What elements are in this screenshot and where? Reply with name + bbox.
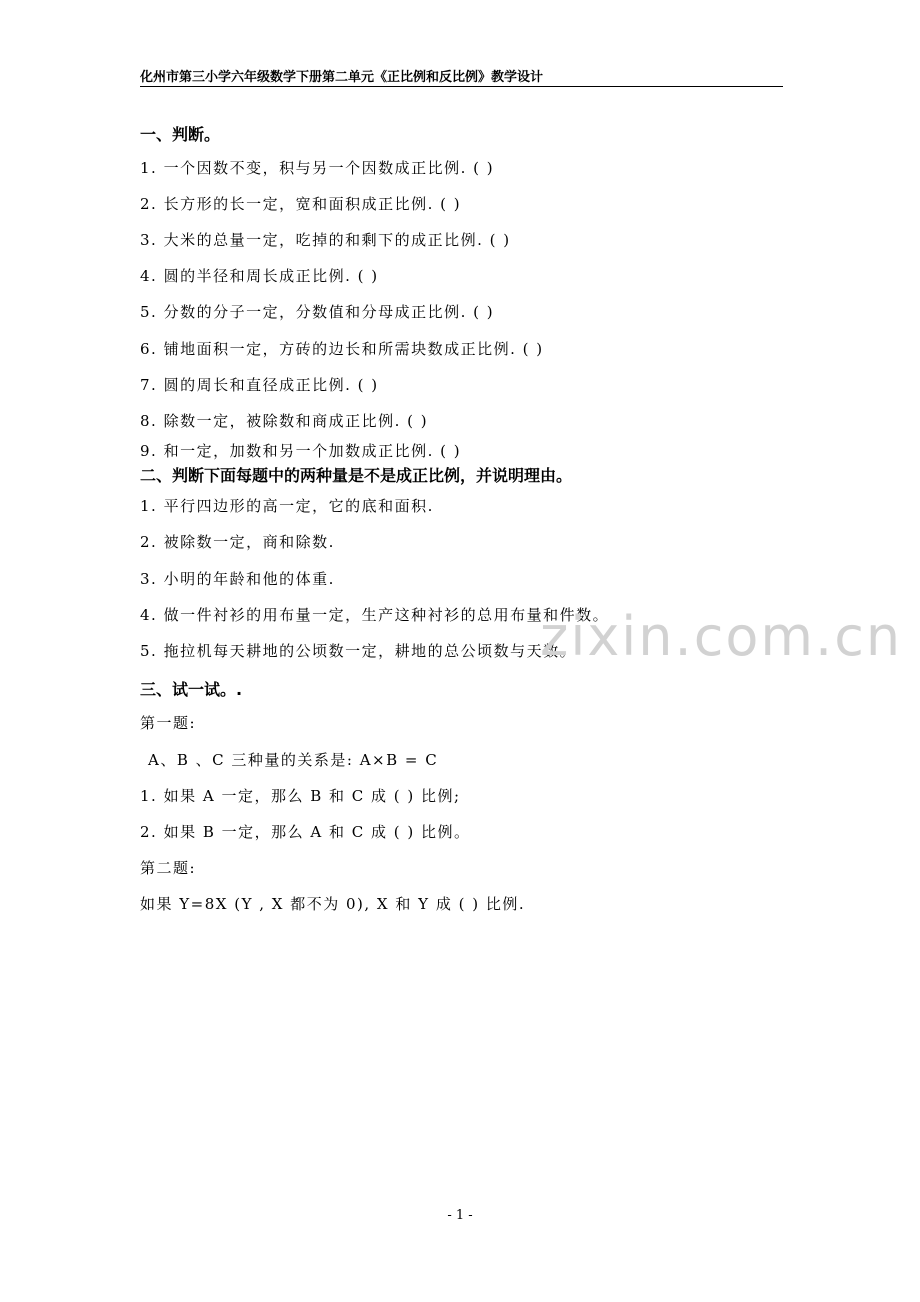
section1-item: 2. 长方形的长一定，宽和面积成正比例. ( ): [140, 195, 462, 213]
section1-item: 3. 大米的总量一定，吃掉的和剩下的成正比例. ( ): [140, 231, 511, 249]
section1-item: 5. 分数的分子一定，分数值和分母成正比例. ( ): [140, 303, 495, 321]
page-header: 化州市第三小学六年级数学下册第二单元《正比例和反比例》教学设计: [140, 66, 783, 87]
section1-item: 7. 圆的周长和直径成正比例. ( ): [140, 376, 379, 394]
section2-item: 3. 小明的年龄和他的体重.: [140, 570, 335, 588]
section1-title: 一、判断。: [140, 125, 221, 144]
section1-item: 8. 除数一定，被除数和商成正比例. ( ): [140, 412, 429, 430]
section2-title: 二、判断下面每题中的两种量是不是成正比例，并说明理由。: [140, 466, 573, 485]
section1-item: 6. 铺地面积一定，方砖的边长和所需块数成正比例. ( ): [140, 340, 544, 358]
section3-title: 三、试一试。.: [140, 680, 243, 699]
question1-label: 第一题:: [140, 714, 197, 732]
watermark: zixin.com.cn: [540, 605, 903, 668]
question2-label: 第二题:: [140, 859, 197, 877]
question1-item: 1. 如果 A 一定，那么 B 和 C 成 ( ) 比例;: [140, 787, 461, 805]
page-number: - 1 -: [447, 1208, 473, 1223]
section1-item: 1. 一个因数不变，积与另一个因数成正比例. ( ): [140, 159, 495, 177]
question2-text: 如果 Y=8X (Y , X 都不为 0), X 和 Y 成 ( ) 比例.: [140, 895, 526, 913]
section2-item: 4. 做一件衬衫的用布量一定，生产这种衬衫的总用布量和件数。: [140, 606, 610, 624]
question1-item: 2. 如果 B 一定，那么 A 和 C 成 ( ) 比例。: [140, 823, 471, 841]
section1-item: 9. 和一定，加数和另一个加数成正比例. ( ): [140, 442, 462, 460]
section2-item: 2. 被除数一定，商和除数.: [140, 533, 335, 551]
section1-item: 4. 圆的半径和周长成正比例. ( ): [140, 267, 379, 285]
section2-item: 5. 拖拉机每天耕地的公顷数一定，耕地的总公顷数与天数。: [140, 642, 577, 660]
section2-item: 1. 平行四边形的高一定，它的底和面积.: [140, 497, 434, 515]
question1-relation: A、B 、C 三种量的关系是: A×B = C: [148, 751, 439, 769]
